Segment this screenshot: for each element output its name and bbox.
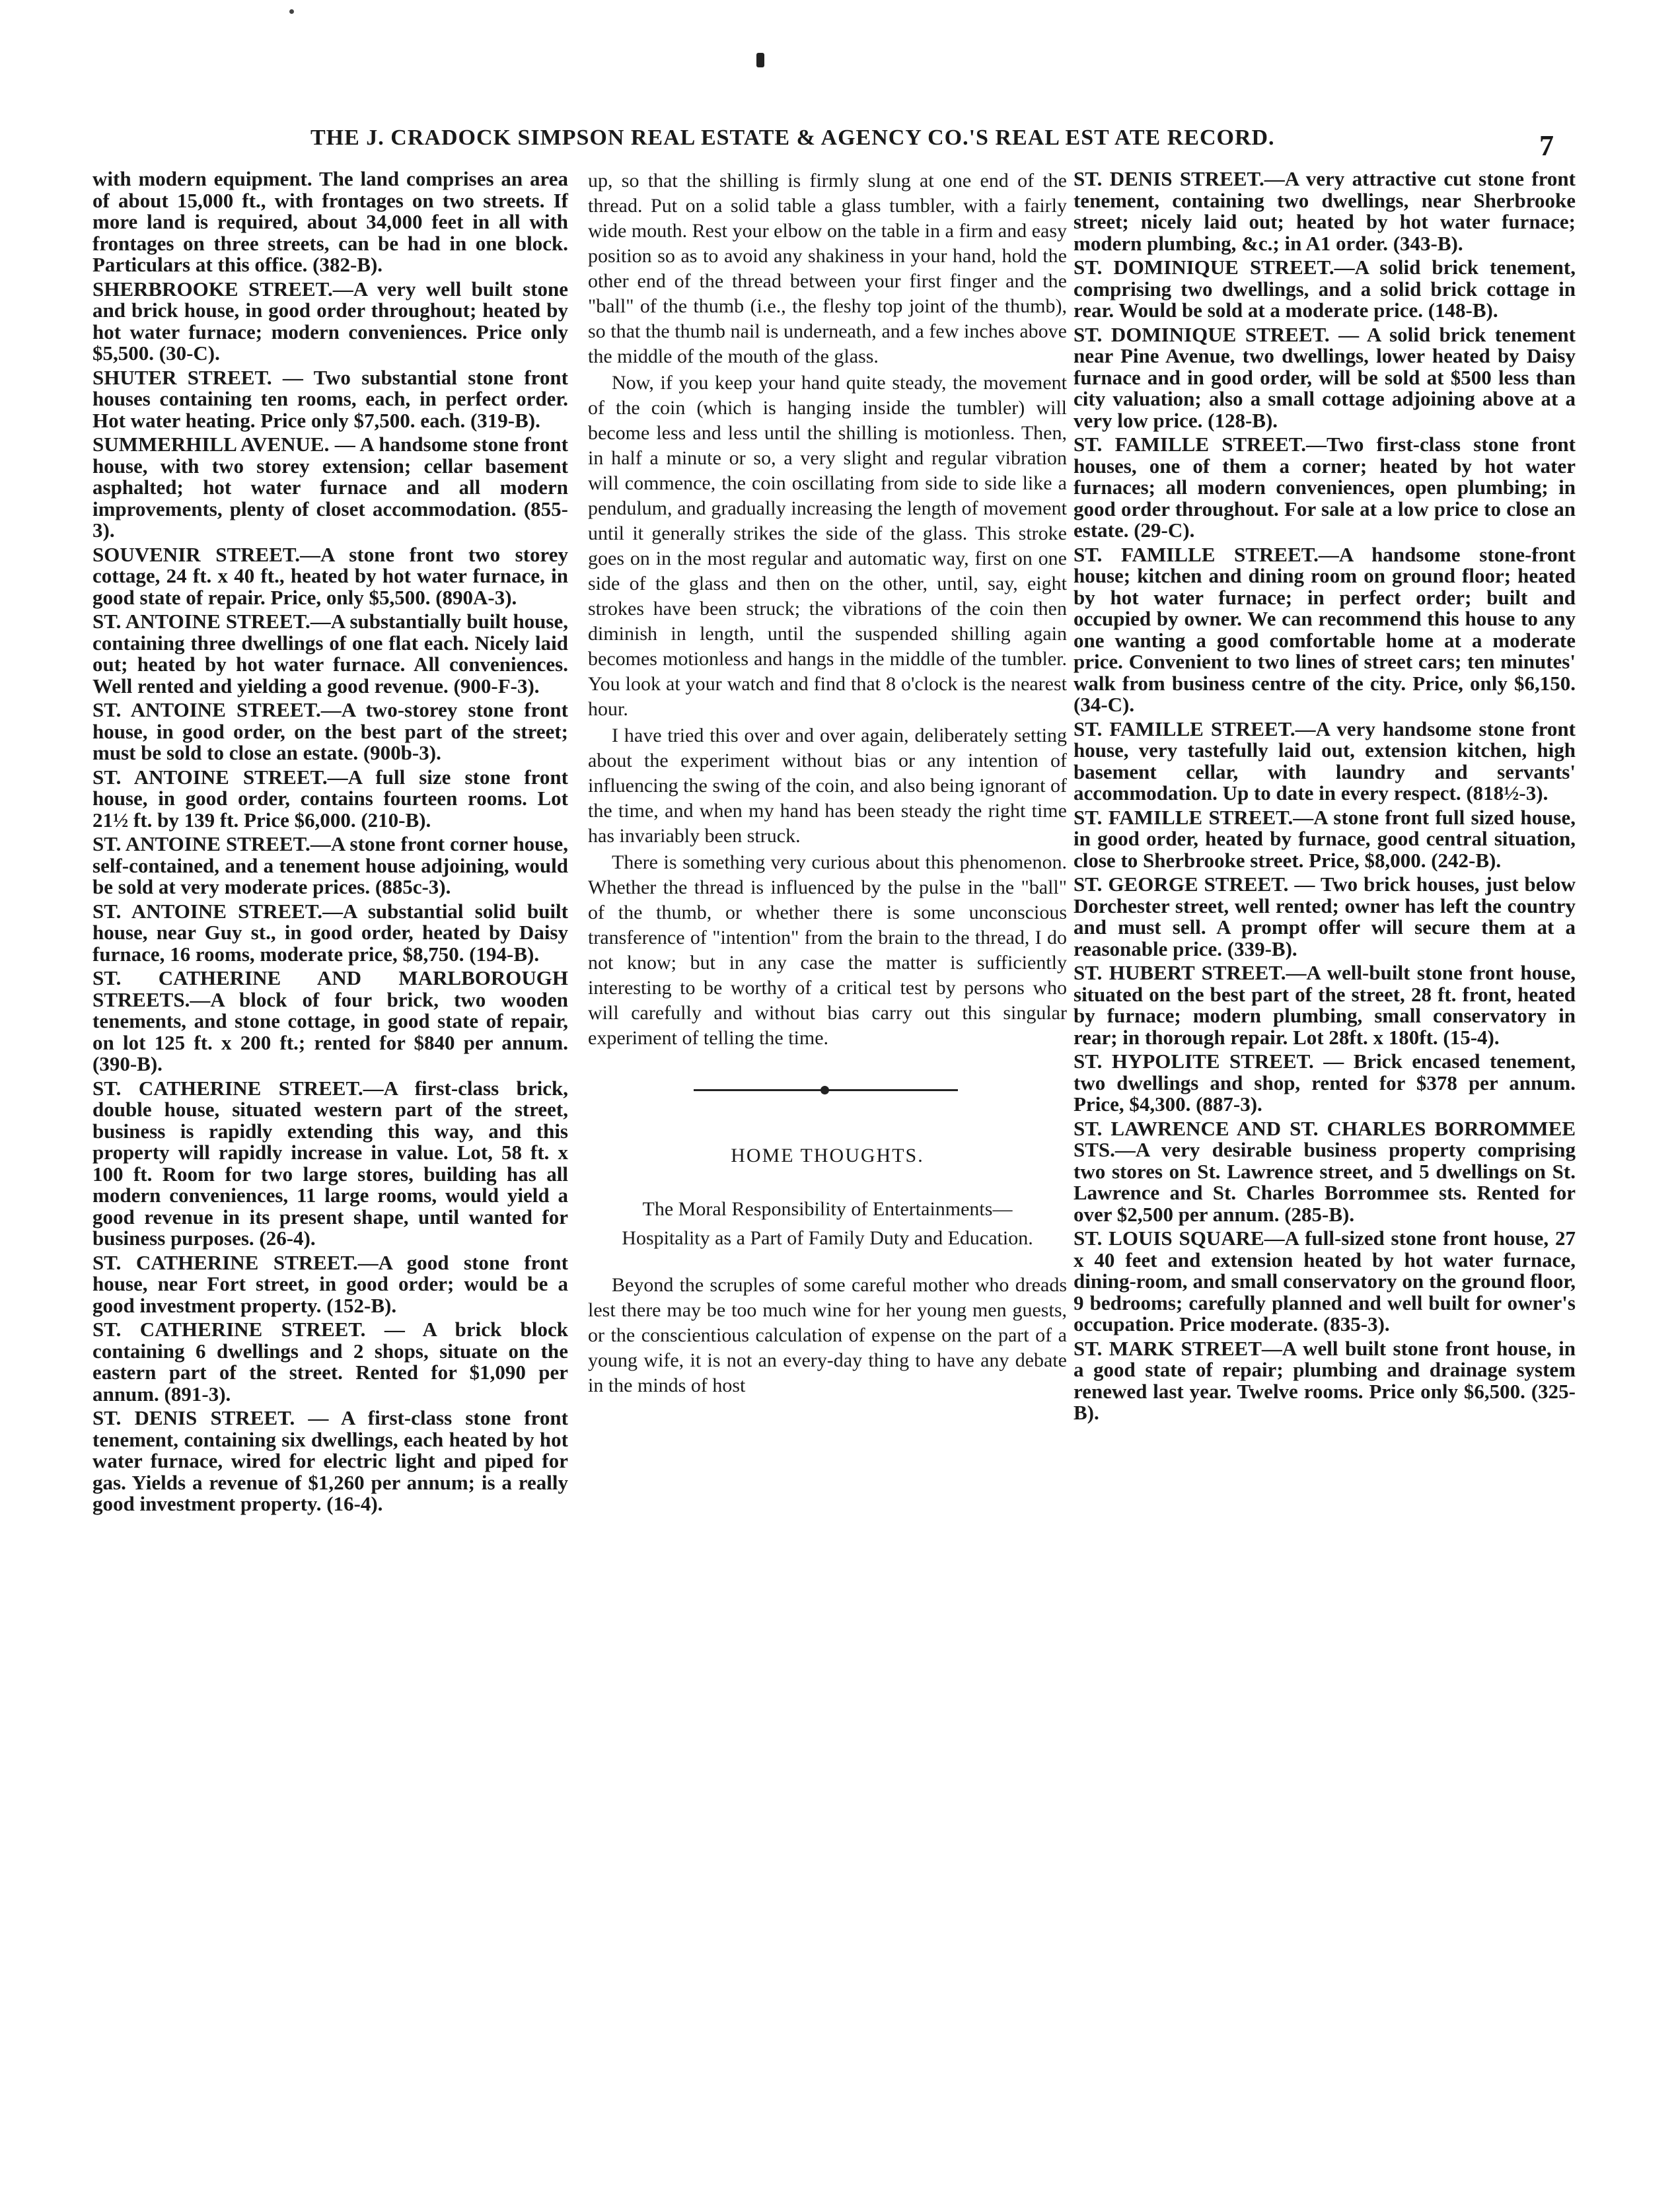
- article-paragraph: Beyond the scruples of some careful mother who dreads lest there may be too much wine for her young men guests, or the conscientious calculation of expense on the part of a young wife, it is not an every-day thing to have any debate in the minds of host: [588, 1274, 1067, 1396]
- listing-entry: ST. HYPOLITE STREET. — Brick encased tenement, two dwellings and shop, rented for $378 per annum. Price, $4,300. (887-3).: [1074, 1050, 1576, 1116]
- listing-entry: with modern equipment. The land comprises an area of about 15,000 ft., with frontages on two streets. If more land is required, about 34,000 feet in all with frontages on three streets, can be had in one block. Particulars at this office. (382-B).: [92, 167, 568, 276]
- article-paragraph: up, so that the shilling is firmly slung at one end of the thread. Put on a solid table a glass tumbler, with a fairly wide mouth. Rest your elbow on the table in a firm and easy position so as to avoid any shakiness in your hand, hold the other end of the thread between your first finger and the "ball" of the thumb (i.e., the fleshy top joint of the thumb), so that the thumb nail is underneath, and a few inches above the middle of the mouth of the glass.: [588, 170, 1067, 367]
- listing-entry: ST. DOMINIQUE STREET.—A solid brick tenement, comprising two dwellings, and a solid brick cottage in rear. Would be sold at a moderate price. (148-B).: [1074, 256, 1576, 322]
- listing-entry: ST. FAMILLE STREET.—A very handsome stone front house, very tastefully laid out, extension kitchen, high basement cellar, with laundry and servants' accommodation. Up to date in every respect. (818½-3).: [1074, 717, 1576, 804]
- listing-entry: ST. CATHERINE STREET. — A brick block containing 6 dwellings and 2 shops, situate on the eastern part of the street. Rented for $1,090 per annum. (891-3).: [92, 1318, 568, 1406]
- listing-entry: ST. CATHERINE STREET.—A good stone front house, near Fort street, in good order; would be a good investment property. (152-B).: [92, 1250, 568, 1317]
- middle-column: [588, 168, 1067, 1400]
- article-paragraph: I have tried this over and over again, deliberately setting about the experiment without bias or any intention of influencing the swing of the coin, and also being ignorant of the time, and when my hand has been steady the right time has invariably been struck.: [588, 725, 1067, 847]
- section-subtitle: The Moral Responsibility of Entertainments—Hospitality as a Part of Family Duty and Education.: [622, 1198, 1033, 1249]
- listing-entry: ST. HUBERT STREET.—A well-built stone front house, situated on the best part of the street, 28 ft. front, heated by furnace; modern plumbing, small conservatory in rear; in thorough repair. Lot 28ft. x 180ft. (15-4).: [1074, 961, 1576, 1049]
- listing-entry: SUMMERHILL AVENUE. — A handsome stone front house, with two storey extension; cellar basement asphalted; hot water furnace and all modern improvements, plenty of closet accommodation. (855-3).: [92, 433, 568, 542]
- listing-entry: ST. LAWRENCE AND ST. CHARLES BORROMMEE STS.—A very desirable business property comprising two stores on St. Lawrence street, and 5 dwellings on St. Lawrence and St. Charles Borrommee sts. Rented for over $2,500 per annum. (285-B).: [1074, 1116, 1576, 1226]
- listing-entry: ST. DENIS STREET. — A first-class stone front tenement, containing six dwellings, each heated by hot water furnace, wired for electric light and piped for gas. Yields a revenue of $1,260 per annum; is a really good investment property. (16-4).: [92, 1406, 568, 1515]
- listing-entry: ST. ANTOINE STREET.—A substantial solid built house, near Guy st., in good order, heated by Daisy furnace, 16 rooms, moderate price, $8,750. (194-B).: [92, 899, 568, 966]
- left-column: [92, 168, 568, 1518]
- stray-ink-dot: [289, 9, 294, 14]
- listing-entry: ST. FAMILLE STREET.—A stone front full sized house, in good order, heated by furnace, good central situation, close to Sherbrooke street. Price, $8,000. (242-B).: [1074, 805, 1576, 872]
- article-paragraph: Now, if you keep your hand quite steady, the movement of the coin (which is hanging inside the tumbler) will become less and less until the shilling is motionless. Then, in half a minute or so, a very slight and regular vibration will commence, the coin oscillating from side to side like a pendulum, and gradually increasing the length of movement until it generally strikes the side of the glass. This stroke goes on in the most regular and automatic way, first on one side of the glass and then on the other, until, say, eight strokes have been struck; the vibrations of the coin then diminish in length, until the suspended shilling again becomes motionless and hangs in the middle of the tumbler. You look at your watch and find that 8 o'clock is the nearest hour.: [588, 372, 1067, 720]
- listing-entry: ST. FAMILLE STREET.—Two first-class stone front houses, one of them a corner; heated by hot water furnaces; all modern conveniences, open plumbing; in good order throughout. For sale at a low price to close an estate. (29-C).: [1074, 433, 1576, 542]
- listing-entry: ST. LOUIS SQUARE—A full-sized stone front house, 27 x 40 feet and extension heated by hot water furnace, dining-room, and small conservatory on the ground floor, 9 bedrooms; carefully planned and well built for owner's occupation. Price moderate. (835-3).: [1074, 1227, 1576, 1336]
- listing-entry: ST. DOMINIQUE STREET. — A solid brick tenement near Pine Avenue, two dwellings, lower heated by Daisy furnace and in good order, will be sold at $500 less than city valuation; also a small cottage adjoining above at a very low price. (128-B).: [1074, 322, 1576, 432]
- section-divider: [588, 1077, 1067, 1104]
- listing-entry: ST. GEORGE STREET. — Two brick houses, just below Dorchester street, well rented; owner has left the country and must sell. A prompt offer will secure them at a reasonable price. (339-B).: [1074, 873, 1576, 960]
- listing-entry: SHERBROOKE STREET.—A very well built stone and brick house, in good order throughout; heated by hot water furnace; modern conveniences. Price only $5,500. (30-C).: [92, 277, 568, 365]
- page-number: 7: [1539, 129, 1554, 162]
- listing-entry: ST. CATHERINE STREET.—A first-class brick, double house, situated western part of the street, business is rapidly extending this way, and this property will rapidly increase in value. Lot, 58 ft. x 100 ft. Room for two large stores, building has all modern conveniences, 11 large rooms, would yield a good revenue in its present shape, until wanted for business purposes. (26-4).: [92, 1076, 568, 1250]
- listing-entry: SOUVENIR STREET.—A stone front two storey cottage, 24 ft. x 40 ft., heated by hot water furnace, in good state of repair. Price, only $5,500. (890A-3).: [92, 542, 568, 609]
- listing-entry: ST. ANTOINE STREET.—A substantially built house, containing three dwellings of one flat each. Nicely laid out; heated by hot water furnace. All conveniences. Well rented and yielding a good revenue. (900-F-3).: [92, 610, 568, 697]
- listing-entry: ST. MARK STREET—A well built stone front house, in a good state of repair; plumbing and drainage system renewed last year. Twelve rooms. Price only $6,500. (325-B).: [1074, 1336, 1576, 1424]
- listing-entry: ST. ANTOINE STREET.—A stone front corner house, self-contained, and a tenement house adjoining, would be sold at very moderate prices. (885c-3).: [92, 832, 568, 898]
- page-top-mark: [756, 53, 764, 67]
- listing-entry: ST. ANTOINE STREET.—A full size stone front house, in good order, contains fourteen rooms. Lot 21½ ft. by 139 ft. Price $6,000. (210-B).: [92, 765, 568, 832]
- listing-entry: SHUTER STREET. — Two substantial stone front houses containing ten rooms, each, in perfect order. Hot water heating. Price only $7,500. each. (319-B).: [92, 365, 568, 432]
- right-column: [1074, 168, 1576, 1427]
- listing-entry: ST. CATHERINE AND MARLBOROUGH STREETS.—A block of four brick, two wooden tenements, and stone cottage, in good state of repair, on lot 125 ft. x 200 ft.; rented for $840 per annum. (390-B).: [92, 966, 568, 1075]
- listing-entry: ST. ANTOINE STREET.—A two-storey stone front house, in good order, on the best part of the street; must be sold to close an estate. (900b-3).: [92, 698, 568, 764]
- listing-entry: ST. DENIS STREET.—A very attractive cut stone front tenement, containing two dwellings, near Sherbrooke street; nicely laid out; heated by hot water furnace; modern plumbing, &c.; in A1 order. (343-B).: [1074, 167, 1576, 255]
- article-paragraph: There is something very curious about this phenomenon. Whether the thread is influenced by the pulse in the "ball" of the thumb, or whether there is some unconscious transference of "intention" from the brain to the thread, I do not know; but in any case the matter is sufficiently interesting to be worthy of a critical test by persons who will carefully and without bias carry out this singular experiment of telling the time.: [588, 851, 1067, 1049]
- page-header-title: THE J. CRADOCK SIMPSON REAL ESTATE & AGENCY CO.'S REAL EST ATE RECORD.: [310, 125, 1275, 150]
- listing-entry: ST. FAMILLE STREET.—A handsome stone-front house; kitchen and dining room on ground floor; heated by hot water furnace; in perfect order; built and occupied by owner. We can recommend this house to any one wanting a good comfortable home at a moderate price. Convenient to two lines of street cars; ten minutes' walk from business centre of the city. Price, only $6,150. (34-C).: [1074, 542, 1576, 716]
- section-title: HOME THOUGHTS.: [731, 1145, 924, 1166]
